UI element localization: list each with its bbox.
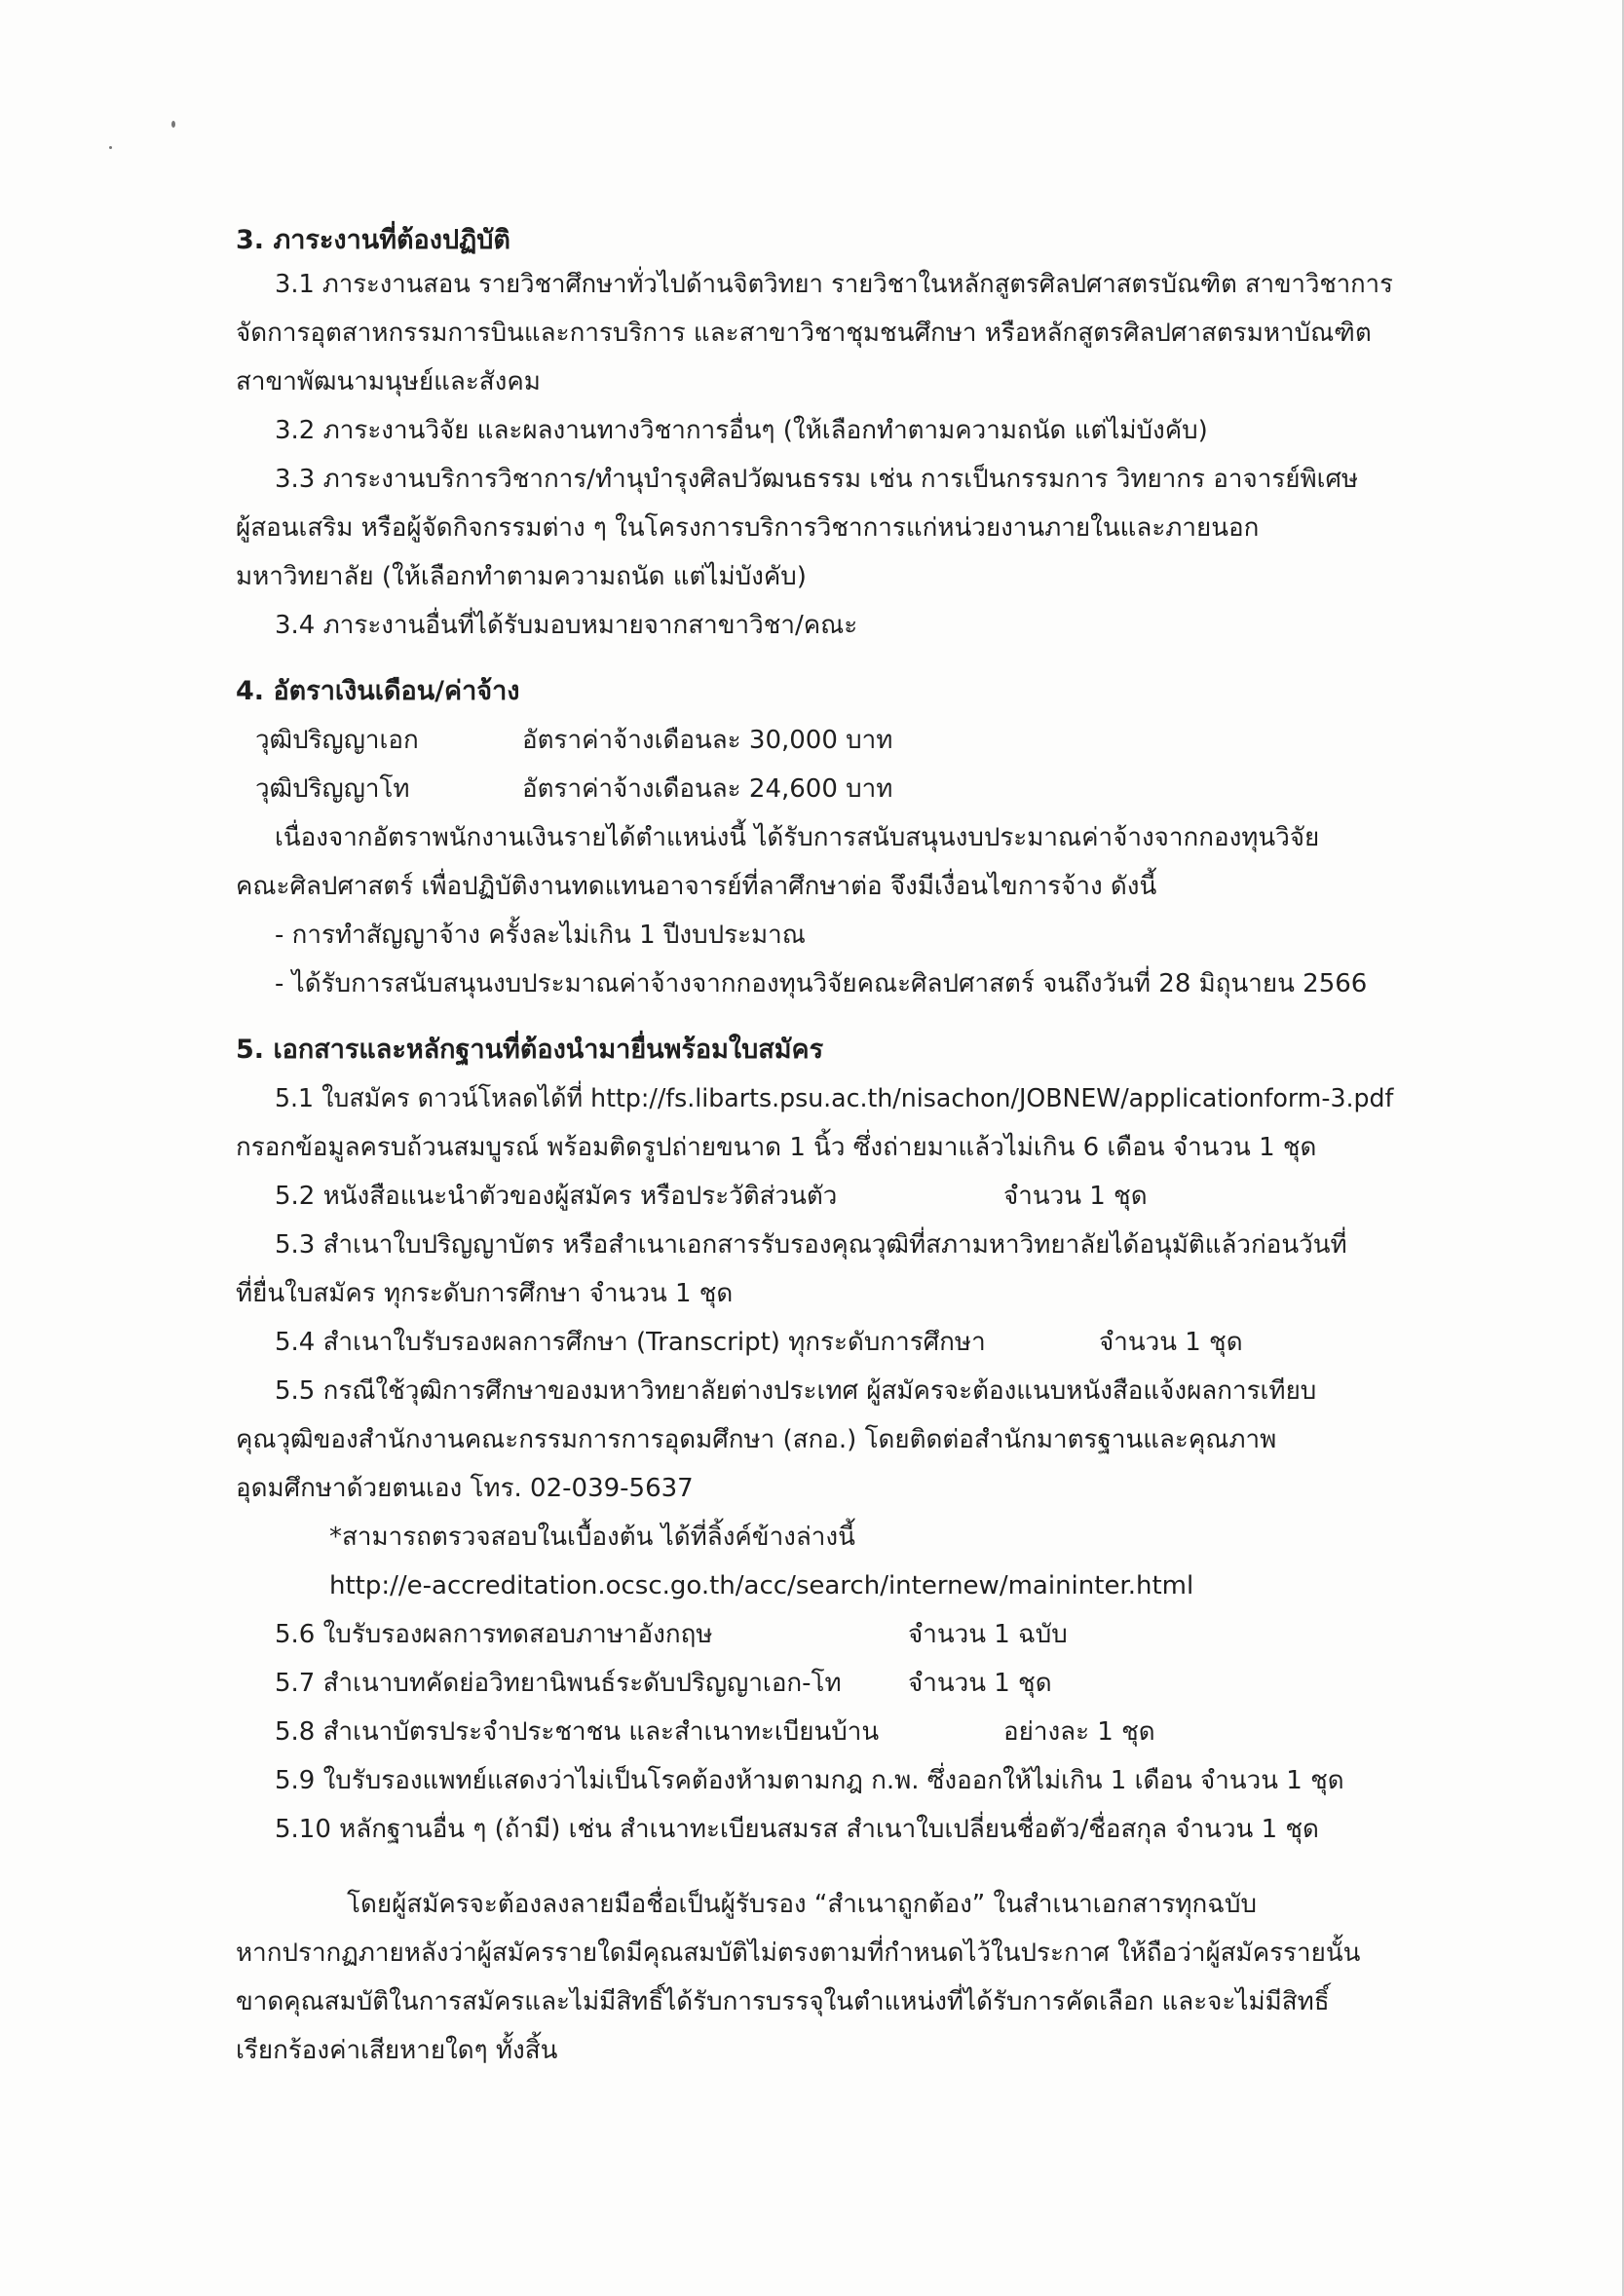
item-5-8: 5.8 สำเนาบัตรประจำประชาชน และสำเนาทะเบียนบ้าน: [275, 1717, 880, 1747]
item-5-5-note: *สามารถตรวจสอบในเบื้องต้น ได้ที่ลิ้งค์ข้างล่างนี้: [329, 1523, 855, 1552]
item-5-2-qty: จำนวน 1 ชุด: [1003, 1182, 1148, 1211]
sec3-line: สาขาพัฒนามนุษย์และสังคม: [236, 367, 541, 396]
item-5-6-qty: จำนวน 1 ฉบับ: [908, 1620, 1068, 1649]
item-5-5-cont: คุณวุฒิของสำนักงานคณะกรรมการการอุดมศึกษา (สกอ.) โดยติดต่อสำนักมาตรฐานและคุณภาพ: [236, 1425, 1277, 1454]
salary-phd-value: อัตราค่าจ้างเดือนละ 30,000 บาท: [522, 726, 893, 755]
item-5-7-qty: จำนวน 1 ชุด: [908, 1669, 1052, 1698]
sec4-bullet: - ได้รับการสนับสนุนงบประมาณค่าจ้างจากกองทุนวิจัยคณะศิลปศาสตร์ จนถึงวันที่ 28 มิถุนายน 2566: [275, 969, 1368, 998]
item-5-8-qty: อย่างละ 1 ชุด: [1003, 1717, 1155, 1747]
salary-phd-label: วุฒิปริญญาเอก: [255, 726, 419, 755]
item-5-4: 5.4 สำเนาใบรับรองผลการศึกษา (Transcript) ทุกระดับการศึกษา: [275, 1328, 986, 1357]
item-5-3-cont: ที่ยื่นใบสมัคร ทุกระดับการศึกษา จำนวน 1 ชุด: [236, 1279, 734, 1308]
sec3-line: 3.4 ภาระงานอื่นที่ได้รับมอบหมายจากสาขาวิชา/คณะ: [275, 611, 858, 640]
sec3-line: 3.2 ภาระงานวิจัย และผลงานทางวิชาการอื่นๆ (ให้เลือกทำตามความถนัด แต่ไม่บังคับ): [275, 416, 1208, 445]
section-4-heading: 4. อัตราเงินเดือน/ค่าจ้าง: [236, 676, 520, 706]
item-5-5-link[interactable]: http://e-accreditation.ocsc.go.th/acc/search/internew/maininter.html: [329, 1571, 1194, 1600]
sec4-line: คณะศิลปศาสตร์ เพื่อปฏิบัติงานทดแทนอาจารย์ที่ลาศึกษาต่อ จึงมีเงื่อนไขการจ้าง ดังนี้: [236, 872, 1157, 901]
item-5-10: 5.10 หลักฐานอื่น ๆ (ถ้ามี) เช่น สำเนาทะเบียนสมรส สำเนาใบเปลี่ยนชื่อตัว/ชื่อสกุล จำนวน 1 ชุด: [275, 1815, 1319, 1844]
closing-line: หากปรากฏภายหลังว่าผู้สมัครรายใดมีคุณสมบัติไม่ตรงตามที่กำหนดไว้ในประกาศ ให้ถือว่าผู้สมัครรายนั้น: [236, 1938, 1361, 1968]
sec4-line: เนื่องจากอัตราพนักงานเงินรายได้ตำแหน่งนี้ ได้รับการสนับสนุนงบประมาณค่าจ้างจากกองทุนวิจัย: [275, 823, 1320, 852]
item-5-3: 5.3 สำเนาใบปริญญาบัตร หรือสำเนาเอกสารรับรองคุณวุฒิที่สภามหาวิทยาลัยได้อนุมัติแล้วก่อนวันที่: [275, 1230, 1347, 1260]
item-5-4-qty: จำนวน 1 ชุด: [1099, 1328, 1243, 1357]
item-5-9: 5.9 ใบรับรองแพทย์แสดงว่าไม่เป็นโรคต้องห้ามตามกฎ ก.พ. ซึ่งออกให้ไม่เกิน 1 เดือน จำนวน 1 ชุด: [275, 1766, 1344, 1795]
item-5-1-cont: กรอกข้อมูลครบถ้วนสมบูรณ์ พร้อมติดรูปถ่ายขนาด 1 นิ้ว ซึ่งถ่ายมาแล้วไม่เกิน 6 เดือน จำนวน 1 ชุด: [236, 1133, 1317, 1162]
closing-line: เรียกร้องค่าเสียหายใดๆ ทั้งสิ้น: [236, 2036, 558, 2065]
salary-ms-value: อัตราค่าจ้างเดือนละ 24,600 บาท: [522, 774, 893, 804]
scan-speck: [109, 146, 112, 149]
item-5-1: 5.1 ใบสมัคร ดาวน์โหลดได้ที่ http://fs.libarts.psu.ac.th/nisachon/JOBNEW/applicationform-3.pdf: [275, 1084, 1394, 1113]
salary-ms-label: วุฒิปริญญาโท: [255, 774, 410, 804]
item-5-6: 5.6 ใบรับรองผลการทดสอบภาษาอังกฤษ: [275, 1620, 713, 1649]
item-5-5: 5.5 กรณีใช้วุฒิการศึกษาของมหาวิทยาลัยต่างประเทศ ผู้สมัครจะต้องแนบหนังสือแจ้งผลการเทียบ: [275, 1376, 1317, 1406]
sec3-line: ผู้สอนเสริม หรือผู้จัดกิจกรรมต่าง ๆ ในโครงการบริการวิชาการแก่หน่วยงานภายในและภายนอก: [236, 513, 1260, 543]
closing-line: ขาดคุณสมบัติในการสมัครและไม่มีสิทธิ์ได้รับการบรรจุในตำแหน่งที่ได้รับการคัดเลือก และจะไม่มีสิทธิ์: [236, 1987, 1330, 2016]
closing-line: โดยผู้สมัครจะต้องลงลายมือชื่อเป็นผู้รับรอง “สำเนาถูกต้อง” ในสำเนาเอกสารทุกฉบับ: [347, 1890, 1257, 1919]
sec3-line: 3.1 ภาระงานสอน รายวิชาศึกษาทั่วไปด้านจิตวิทยา รายวิชาในหลักสูตรศิลปศาสตรบัณฑิต สาขาวิชาการ: [275, 270, 1393, 299]
sec3-line: มหาวิทยาลัย (ให้เลือกทำตามความถนัด แต่ไม่บังคับ): [236, 562, 807, 591]
section-3-heading: 3. ภาระงานที่ต้องปฏิบัติ: [236, 225, 510, 255]
scan-speck: [171, 121, 175, 128]
item-5-5-cont: อุดมศึกษาด้วยตนเอง โทร. 02-039-5637: [236, 1474, 694, 1503]
item-5-2: 5.2 หนังสือแนะนำตัวของผู้สมัคร หรือประวัติส่วนตัว: [275, 1182, 838, 1211]
sec3-line: 3.3 ภาระงานบริการวิชาการ/ทำนุบำรุงศิลปวัฒนธรรม เช่น การเป็นกรรมการ วิทยากร อาจารย์พิเศษ: [275, 465, 1359, 494]
item-5-7: 5.7 สำเนาบทคัดย่อวิทยานิพนธ์ระดับปริญญาเอก-โท: [275, 1669, 842, 1698]
section-5-heading: 5. เอกสารและหลักฐานที่ต้องนำมายื่นพร้อมใบสมัคร: [236, 1035, 824, 1065]
sec3-line: จัดการอุตสาหกรรมการบินและการบริการ และสาขาวิชาชุมชนศึกษา หรือหลักสูตรศิลปศาสตรมหาบัณฑิต: [236, 319, 1372, 348]
sec4-bullet: - การทำสัญญาจ้าง ครั้งละไม่เกิน 1 ปีงบประมาณ: [275, 921, 806, 950]
